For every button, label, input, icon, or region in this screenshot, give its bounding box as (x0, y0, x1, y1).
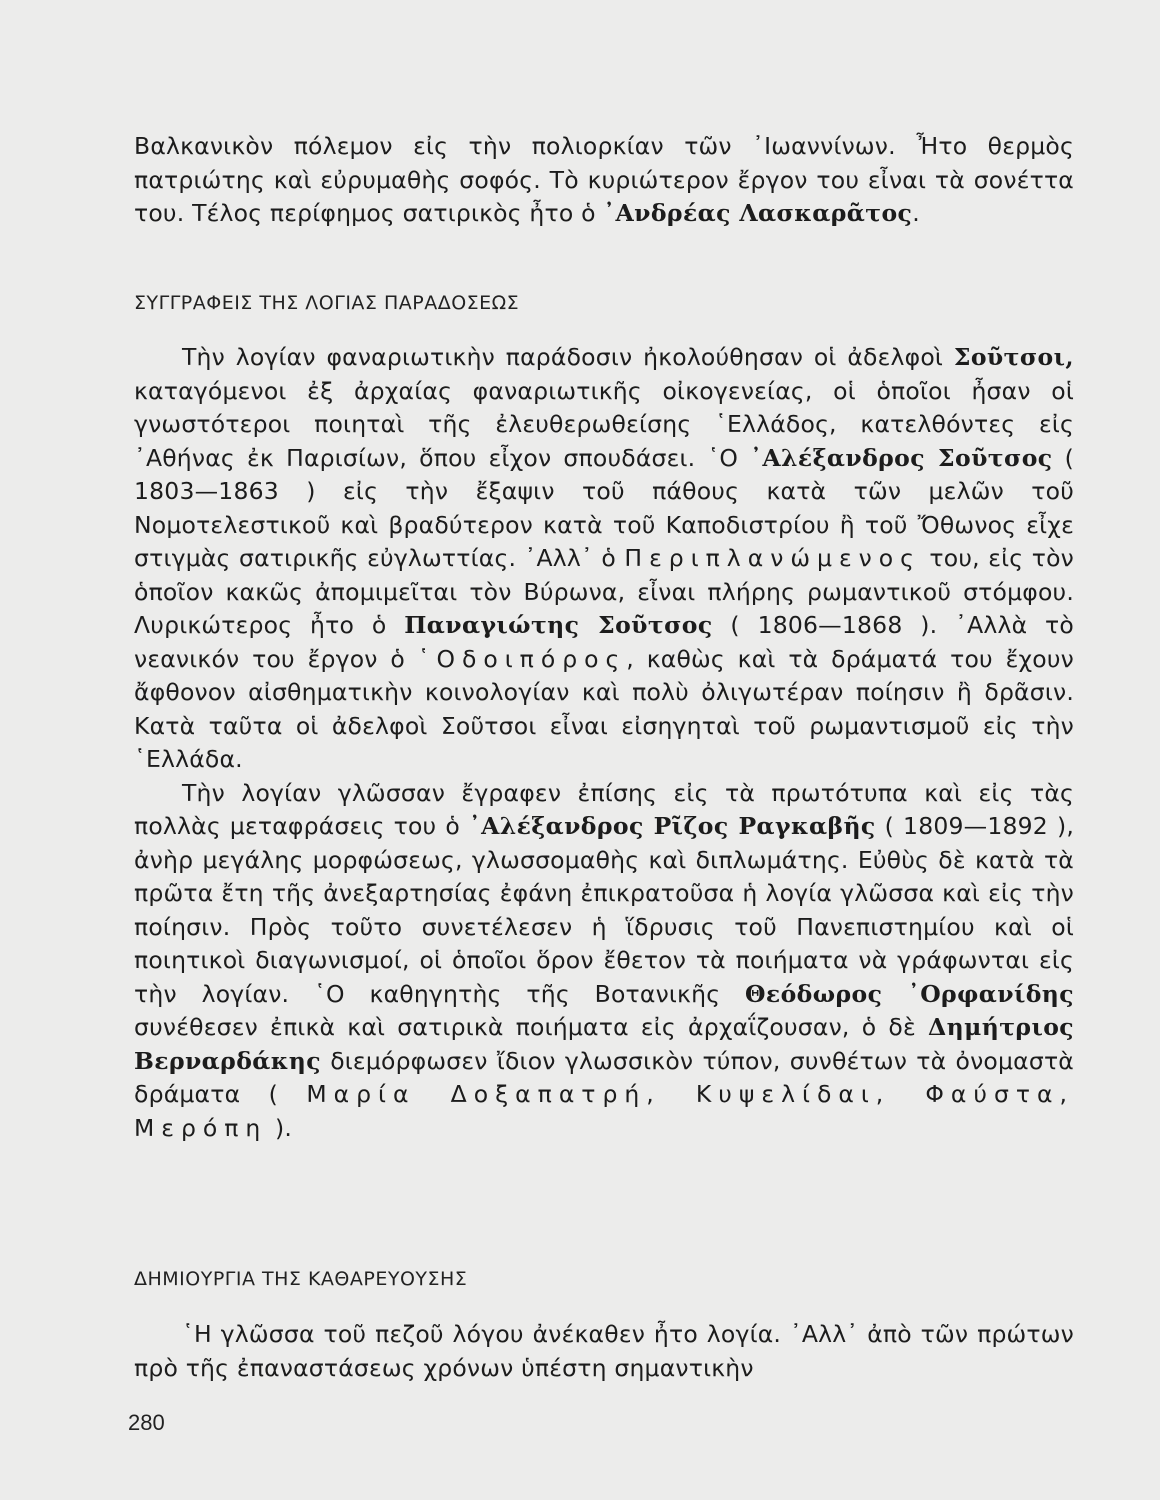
text-run: Βαλκανικὸν πόλεμον εἰς τὴν πολιορκίαν τῶν ᾽Ιωαννίνων. Ἦτο θερμὸς πατριώτης καὶ εὐρυμαθὴς σοφός. Τὸ κυριώτερον ἔργον του εἶναι τὰ σονέττα του. Τέλος περίφημος σατιρικὸς ἦτο ὁ (134, 132, 1074, 227)
page-number: 280 (128, 1410, 165, 1435)
text-run: . (912, 199, 920, 227)
spaced-drama-titles: Μαρία Δοξαπατρή, Κυψελίδαι, Φαύστα, Μερόπη (134, 1080, 1074, 1142)
text-run: , καθὼς καὶ τὰ δράματά του ἔχουν ἄφθονον αἰσθηματικὴν κοινολογίαν καὶ πολὺ ὀλιγωτέραν ποίησιν ἢ δρᾶσιν. Κατὰ ταῦτα οἱ ἀδελφοὶ Σοῦτσοι εἶναι εἰσηγηταὶ τοῦ ρωμαντισμοῦ εἰς τὴν ῾Ελλάδα. (134, 644, 1074, 773)
paragraph-ragkavis (134, 777, 1074, 1146)
text-run: ῾Η γλῶσσα τοῦ πεζοῦ λόγου ἀνέκαθεν ἦτο λογία. ᾽Αλλ᾽ ἀπὸ τῶν πρώτων πρὸ τῆς ἐπαναστάσεως χρόνων ὑπέστη σημαντικὴν (134, 1320, 1074, 1382)
bold-name-laskaratos: ᾽Ανδρέας Λασκαρᾶτος (603, 199, 913, 227)
text-block-top (134, 130, 1074, 231)
text-run: ( 1809—1892 ), ἀνὴρ μεγάλης μορφώσεως, γλωσσομαθὴς καὶ διπλωμάτης. Εὐθὺς δὲ κατὰ τὰ πρῶτα ἔτη τῆς ἀνεξαρτησίας ἐφάνη ἐπικρατοῦσα ἡ λογία γλῶσσα καὶ εἰς τὴν ποίησιν. Πρὸς τοῦτο συνετέλεσεν ἡ ἵδρυσις τοῦ Πανεπιστημίου καὶ οἱ ποιητικοὶ διαγωνισμοί, οἱ ὁποῖοι ὅρον ἔθετον τὰ ποιήματα νὰ γράφωνται εἰς τὴν λογίαν. ῾Ο καθηγητὴς τῆς Βοτανικῆς (134, 812, 1074, 1008)
spaced-title-odoiporos: ῾Οδοιπόρος (417, 644, 627, 673)
section-heading-katharevousa: ΔΗΜΙΟΥΡΓΙΑ ΤΗΣ ΚΑΘΑΡΕΥΟΥΣΗΣ (134, 1268, 468, 1290)
spaced-title-periplanomenos: Περιπλανώμενος (624, 544, 921, 572)
text-run: καταγόμενοι ἐξ ἀρχαίας φαναριωτικῆς οἰκογενείας, οἱ ὁποῖοι ἦσαν οἱ γνωστότεροι ποιηταὶ τῆς ἐλευθερωθείσης ῾Ελλάδος, κατελθόντες εἰς ᾽Αθήνας ἐκ Παρισίων, ὅπου εἶχον σπουδάσει. ῾Ο (134, 376, 1074, 472)
text-run: ( 1806—1868 ). ᾽Αλλὰ τὸ νεανικόν του ἔργον ὁ (134, 611, 1074, 673)
text-run: ). (267, 1113, 293, 1142)
bold-name-soutsoi: Σοῦτσοι, (953, 343, 1074, 371)
paragraph-continued (134, 130, 1074, 231)
bold-name-alexandros-soutsos: ᾽Αλέξανδρος Σοῦτσος (750, 443, 1053, 472)
text-run: συνέθεσεν ἐπικὰ καὶ σατιρικὰ ποιήματα εἰς ἀρχαΐζουσαν, ὁ δὲ (134, 1013, 928, 1041)
text-block-bottom (134, 1318, 1074, 1385)
text-run: του, εἰς τὸν ὁποῖον κακῶς ἀπομιμεῖται τὸν Βύρωνα, εἶναι πλήρης ρωμαντικοῦ στόμφου. Λυρικώτερος ἦτο ὁ (134, 544, 1074, 639)
section-heading-logia: ΣΥΓΓΡΑΦΕΙΣ ΤΗΣ ΛΟΓΙΑΣ ΠΑΡΑΔΟΣΕΩΣ (134, 292, 520, 314)
bold-name-panagiotis-soutsos: Παναγιώτης Σοῦτσος (404, 611, 713, 639)
text-run: διεμόρφωσεν ἴδιον γλωσσικὸν τύπον, συνθέτων τὰ ὀνομαστὰ δράματα ( (134, 1046, 1074, 1108)
text-run: ( 1803—1863 ) εἰς τὴν ἔξαψιν τοῦ πάθους κατὰ τῶν μελῶν τοῦ Νομοτελεστικοῦ καὶ βραδύτερον κατὰ τοῦ Καποδιστρίου ἢ τοῦ Ὄθωνος εἶχε στιγμὰς σατιρικῆς εὐγλωττίας. ᾽Αλλ᾽ ὁ (134, 443, 1075, 572)
text-block-middle (134, 341, 1074, 1145)
paragraph-pezos-logos (134, 1318, 1074, 1385)
text-run: Τὴν λογίαν γλῶσσαν ἔγραφεν ἐπίσης εἰς τὰ πρωτότυπα καὶ εἰς τὰς πολλὰς μεταφράσεις του ὁ (134, 778, 1074, 840)
bold-name-orfanidis: Θεόδωρος ᾽Ορφανίδης (745, 979, 1074, 1008)
paragraph-soutsoi (134, 341, 1074, 777)
bold-name-vernardakis: Δημήτριος Βερναρδάκης (134, 1013, 1074, 1075)
text-run: Τὴν λογίαν φαναριωτικὴν παράδοσιν ἠκολούθησαν οἱ ἀδελφοὶ (182, 343, 954, 371)
bold-name-ragkavis: ᾽Αλέξανδρος Ρῖζος Ραγκαβῆς (468, 812, 876, 840)
